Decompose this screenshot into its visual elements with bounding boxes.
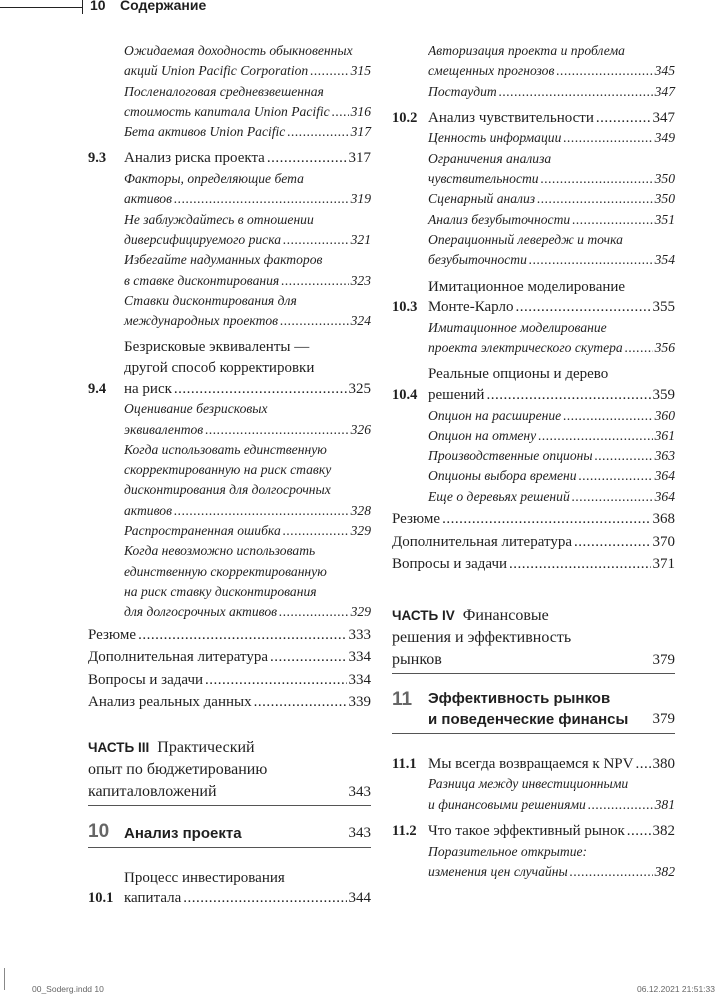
dot-leader [270,647,347,668]
entry-title-line: Производственные опционы [428,448,593,464]
entry-page-number: 347 [654,83,675,99]
entry-title-line: Оценивание безрисковых [124,401,268,417]
entry-page-number: 359 [652,386,675,403]
section-number: 10.1 [88,890,114,907]
part-title-line: Финансовые [462,606,549,624]
entry-title-line: Что такое эффективный рынок [428,822,625,839]
section-number: 10.4 [392,386,418,403]
entry-page-number: 334 [348,649,371,666]
toc-entry [88,169,371,210]
page-number: 10 [90,0,106,13]
dot-leader [563,128,652,148]
dot-leader [529,250,653,270]
entry-page-number: 333 [348,626,371,643]
entry-page-number: 380 [652,755,675,772]
entry-title-line: Резюме [392,511,441,528]
header-tick [82,0,83,14]
entry-page-number: 368 [652,511,675,528]
toc-entry [88,399,371,440]
entry-title-line: и финансовыми решениями [428,796,586,812]
entry-title-line: Реальные опционы и дерево [428,366,609,383]
toc-entry [88,647,371,668]
entry-page-number: 344 [348,890,371,907]
entry-title-line: Распространенная ошибка [124,523,281,539]
toc-entry [392,210,675,230]
entry-page-number: 381 [654,796,675,812]
entry-page-number: 382 [652,822,675,839]
part-heading [88,737,371,806]
part-page: 343 [348,783,371,800]
entry-title-line: на риск [124,380,172,397]
dot-leader [174,501,349,521]
entry-title-line: на риск ставку дисконтирования [124,583,317,599]
entry-page-number: 317 [350,124,371,140]
chapter-number: 11 [392,688,413,710]
entry-page-number: 319 [350,191,371,207]
entry-page-number: 323 [350,272,371,288]
entry-page-number: 382 [654,863,675,879]
entry-page-number: 325 [348,380,371,397]
header-rule [0,7,82,8]
entry-title-line: для долгосрочных активов [124,604,278,620]
dot-leader [283,230,349,250]
entry-title-line: Операционный левередж и точка [428,231,623,247]
entry-page-number: 329 [350,604,371,620]
dot-leader [279,602,349,622]
entry-title-line: Монте-Карло [428,299,514,316]
toc-entry [88,250,371,291]
entry-title-line: другой способ корректировки [124,360,315,377]
dot-leader [287,122,348,142]
part-label: ЧАСТЬ IV [392,607,455,623]
entry-title-line: дисконтирования для долгосрочных [124,482,331,498]
entry-title-line: Опцион на отмену [428,427,537,443]
toc-entry [392,487,675,507]
toc-entry [392,821,675,842]
dot-leader [310,61,348,81]
entry-title-line: Не заблуждайтесь в отношении [124,211,314,227]
toc-entry [88,148,371,169]
toc-entry [392,128,675,148]
dot-leader [174,379,347,400]
toc-entry [88,868,371,909]
entry-title-line: Разница между инвестиционными [428,776,629,792]
chapter-heading [88,820,371,848]
entry-title-line: Анализ безубыточности [428,211,571,227]
section-number: 11.1 [392,755,417,772]
toc-entry [88,122,371,142]
toc-entry [392,406,675,426]
entry-title-line: Процесс инвестирования [124,869,285,886]
toc-entry [392,189,675,209]
entry-page-number: 350 [654,171,675,187]
dot-leader [588,795,653,815]
dot-leader [283,521,349,541]
toc-entry [392,426,675,446]
dot-leader [572,210,652,230]
toc-entry [88,210,371,251]
dot-leader [442,509,650,530]
footer-file: 00_Soderg.indd 10 [32,984,104,994]
toc-entry [88,625,371,646]
section-number: 11.2 [392,822,417,839]
chapter-title-line: и поведенческие финансы [428,710,629,728]
entry-title-line: смещенных прогнозов [428,63,555,79]
entry-page-number: 364 [654,488,675,504]
entry-title-line: Вопросы и задачи [88,671,204,688]
dot-leader [538,426,652,446]
right-entries [392,41,675,575]
entry-title-line: Мы всегда возвращаемся к NPV [428,755,634,772]
entry-page-number: 316 [350,103,371,119]
entry-page-number: 350 [654,191,675,207]
entry-title-line: Дополнительная литература [392,533,572,550]
entry-title-line: Вопросы и задачи [392,556,508,573]
toc-entry [392,554,675,575]
dot-leader [541,169,653,189]
entry-title-line: Опцион на расширение [428,407,562,423]
toc-entry [392,509,675,530]
entry-page-number: 326 [350,421,371,437]
toc-entry [88,692,371,713]
entry-page-number: 361 [654,427,675,443]
dot-leader [280,311,349,331]
entry-title-line: диверсифицируемого риска [124,231,282,247]
entry-page-number: 329 [350,523,371,539]
entry-title-line: капитала [124,890,182,907]
page-title: Содержание [120,0,207,13]
toc-entry [392,532,675,553]
toc-entry [88,521,371,541]
entry-title-line: Поразительное открытие: [428,843,588,859]
toc-entry [88,41,371,82]
chapter-number: 10 [88,820,110,842]
entry-page-number: 324 [350,313,371,329]
dot-leader [486,385,650,406]
chapter-heading [392,688,675,734]
entry-title-line: Безрисковые эквиваленты — [124,339,310,356]
entry-page-number: 371 [652,556,675,573]
entry-page-number: 363 [654,448,675,464]
entry-page-number: 345 [654,63,675,79]
crop-mark [4,968,5,990]
chapter-page: 343 [348,824,371,841]
toc-entry [392,774,675,815]
entry-title-line: активов [124,502,173,518]
entry-title-line: стоимость капитала Union Pacific [124,103,330,119]
chapter-title [428,688,653,730]
toc-entry [88,82,371,123]
left-entries [88,41,371,713]
dot-leader [627,821,651,842]
dot-leader [267,148,347,169]
entry-title-line: Ставки дисконтирования для [124,292,297,308]
toc-entry [392,108,675,129]
left-column [88,36,371,909]
dot-leader [556,61,652,81]
dot-leader [174,189,349,209]
entry-page-number: 354 [654,252,675,268]
entry-title-line: проекта электрического скутера [428,340,623,356]
entry-title-line: решений [428,386,485,403]
entry-title-line: единственную скорректированную [124,563,327,579]
section-number: 9.3 [88,150,107,167]
dot-leader [574,532,651,553]
part-title-line: капиталовложений [88,782,217,800]
section-number: 10.3 [392,299,418,316]
entry-title-line: Анализ реальных данных [88,694,252,711]
part-title-line: решения и эффективность [392,628,572,646]
entry-title-line: Имитационное моделирование [428,319,607,335]
chapter-title: Анализ проекта [124,824,242,842]
dot-leader [625,338,653,358]
entry-title-line: Избегайте надуманных факторов [124,252,323,268]
toc-entry [392,446,675,466]
entry-page-number: 351 [654,211,675,227]
entry-title-line: Авторизация проекта и проблема [428,43,625,58]
dot-leader [515,297,650,318]
entry-page-number: 339 [348,694,371,711]
chapter-title-line: Эффективность рынков [428,689,611,707]
entry-page-number: 317 [348,150,371,167]
dot-leader [572,487,653,507]
dot-leader [579,466,653,486]
toc-entry [392,842,675,883]
dot-leader [499,82,653,102]
entry-title-line: изменения цен случайны [428,863,568,879]
right-after-entries [392,754,675,882]
dot-leader [537,189,653,209]
toc-entry [88,337,371,399]
entry-title-line: Еще о деревьях решений [428,488,570,504]
entry-title-line: Анализ чувствительности [428,109,594,126]
toc-entry [88,541,371,622]
part-title-line: опыт по бюджетированию [88,760,268,778]
toc-entry [392,318,675,359]
entry-title-line: Ограничения анализа [428,150,552,166]
entry-title-line: эквивалентов [124,421,204,437]
toc-entry [88,440,371,521]
entry-page-number: 321 [350,231,371,247]
entry-page-number: 328 [350,502,371,518]
toc-entry [392,754,675,775]
dot-leader [570,862,653,882]
right-column [392,36,675,882]
section-number: 10.2 [392,109,418,126]
toc-entry [392,277,675,318]
part-label: ЧАСТЬ III [88,739,150,755]
entry-title-line: Посленалоговая средневзвешенная [124,83,324,99]
entry-page-number: 370 [652,533,675,550]
part-title-line: рынков [392,650,442,668]
chapter-page: 379 [652,710,675,727]
entry-title-line: Сценарный анализ [428,191,536,207]
entry-title-line: международных проектов [124,313,279,329]
entry-title-line: Факторы, определяющие бета [124,171,304,187]
section-number: 9.4 [88,380,107,397]
toc-entry [392,364,675,405]
dot-leader [205,420,348,440]
entry-title-line: Анализ риска проекта [124,150,265,167]
entry-page-number: 355 [652,299,675,316]
entry-title-line: Постаудит [428,83,497,99]
entry-title-line: Опционы выбора времени [428,468,577,484]
dot-leader [205,670,346,691]
entry-page-number: 347 [652,109,675,126]
entry-page-number: 315 [350,63,371,79]
dot-leader [509,554,650,575]
entry-title-line: безубыточности [428,252,527,268]
entry-title-line: в ставке дисконтирования [124,272,280,288]
footer-timestamp: 06.12.2021 21:51:33 [637,984,715,994]
part-page: 379 [652,651,675,668]
dot-leader [596,108,651,129]
entry-title-line: скорректированную на риск ставку [124,462,332,478]
entry-title-line: активов [124,191,173,207]
dot-leader [563,406,652,426]
toc-entry [88,670,371,691]
toc-entry [392,41,675,82]
dot-leader [254,692,347,713]
left-after-entries [88,868,371,909]
dot-leader [332,102,349,122]
entry-title-line: Когда невозможно использовать [124,543,316,559]
dot-leader [138,625,346,646]
toc-entry [392,466,675,486]
entry-title-line: Резюме [88,626,137,643]
entry-page-number: 360 [654,407,675,423]
entry-title-line: Дополнительная литература [88,649,268,666]
entry-title-line: Имитационное моделирование [428,278,626,295]
toc-entry [392,149,675,190]
toc-entry [392,230,675,271]
dot-leader [595,446,653,466]
entry-page-number: 364 [654,468,675,484]
entry-title-line: чувствительности [428,171,539,187]
entry-title-line: акций Union Pacific Corporation [124,63,309,79]
toc-entry [392,82,675,102]
entry-title-line: Ценность информации [428,130,562,146]
entry-title-line: Когда использовать единственную [124,441,327,457]
dot-leader [635,754,650,775]
entry-page-number: 334 [348,671,371,688]
entry-page-number: 356 [654,340,675,356]
toc-entry [88,291,371,332]
dot-leader [281,271,348,291]
part-title-line: Практический [157,738,255,756]
dot-leader [183,888,346,909]
entry-title-line: Бета активов Union Pacific [124,124,286,140]
part-heading [392,605,675,674]
entry-page-number: 349 [654,130,675,146]
entry-title-line: Ожидаемая доходность обыкновенных [124,43,353,58]
